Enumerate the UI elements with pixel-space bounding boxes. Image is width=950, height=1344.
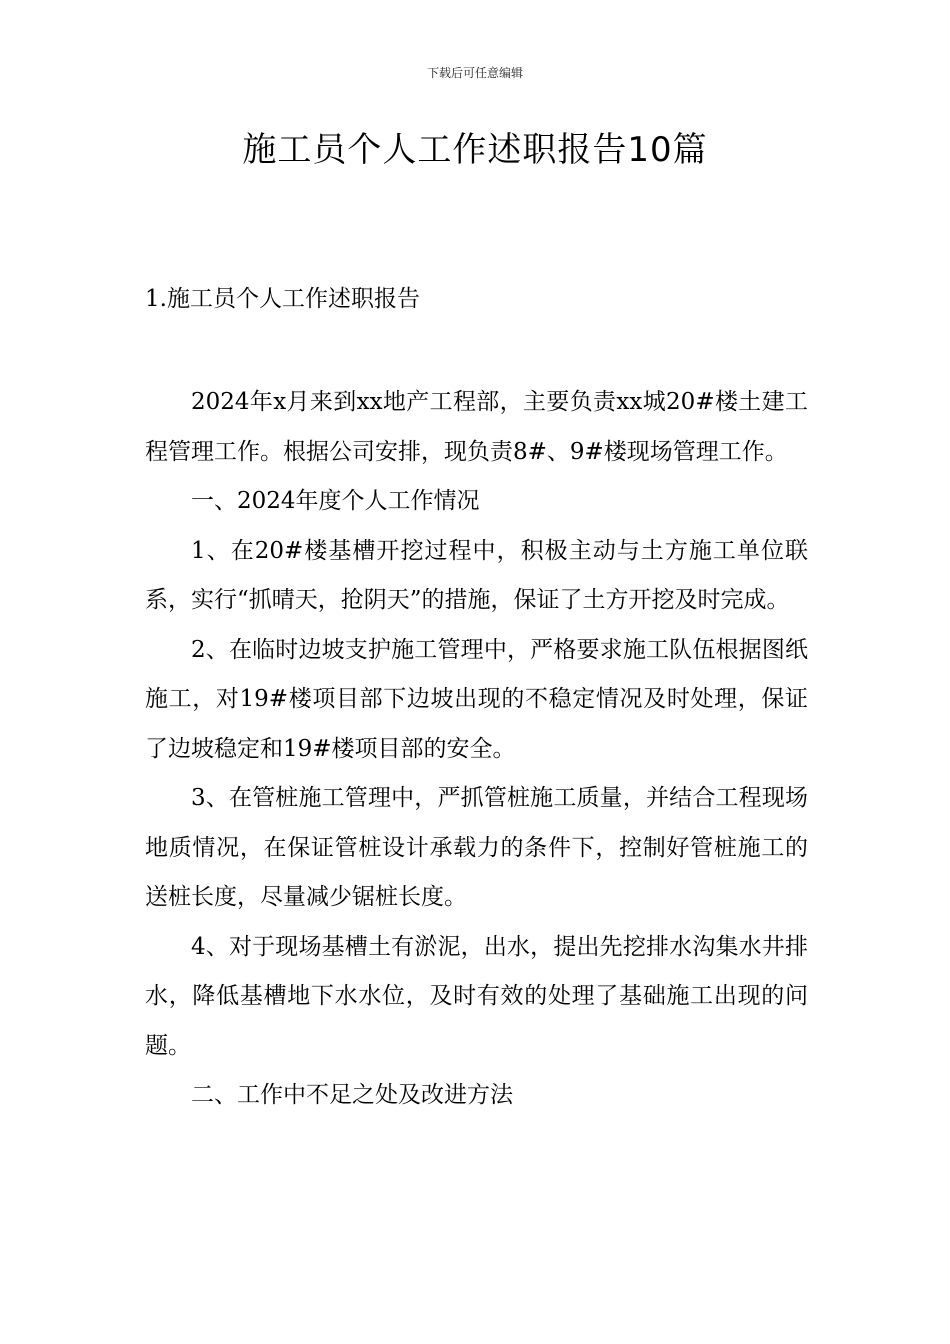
paragraph-intro: 2024年x月来到xx地产工程部，主要负责xx城20#楼土建工程管理工作。根据公司安排，现负责8#、9#楼现场管理工作。 xyxy=(145,389,808,465)
paragraph-item-1: 1、在20#楼基槽开挖过程中，积极主动与土方施工单位联系，实行“抓晴天，抢阴天”的措施，保证了土方开挖及时完成。 xyxy=(145,537,808,613)
paragraph-item-3: 3、在管桩施工管理中，严抓管桩施工质量，并结合工程现场地质情况，在保证管桩设计承载力的条件下，控制好管桩施工的送桩长度，尽量减少锯桩长度。 xyxy=(145,785,808,910)
paragraph-subheading-1: 一、2024年度个人工作情况 xyxy=(191,488,480,514)
document-body xyxy=(145,378,808,1121)
document-title: 施工员个人工作述职报告10篇 xyxy=(242,130,708,170)
section-heading: 1.施工员个人工作述职报告 xyxy=(145,286,420,312)
paragraph-subheading-2: 二、工作中不足之处及改进方法 xyxy=(191,1082,513,1108)
page-header-note: 下载后可任意编辑 xyxy=(426,66,523,80)
paragraph-item-2: 2、在临时边坡支护施工管理中，严格要求施工队伍根据图纸施工，对19#楼项目部下边坡出现的不稳定情况及时处理，保证了边坡稳定和19#楼项目部的安全。 xyxy=(145,636,808,762)
paragraph-item-4: 4、对于现场基槽土有淤泥，出水，提出先挖排水沟集水井排水，降低基槽地下水水位，及时有效的处理了基础施工出现的问题。 xyxy=(145,933,808,1059)
